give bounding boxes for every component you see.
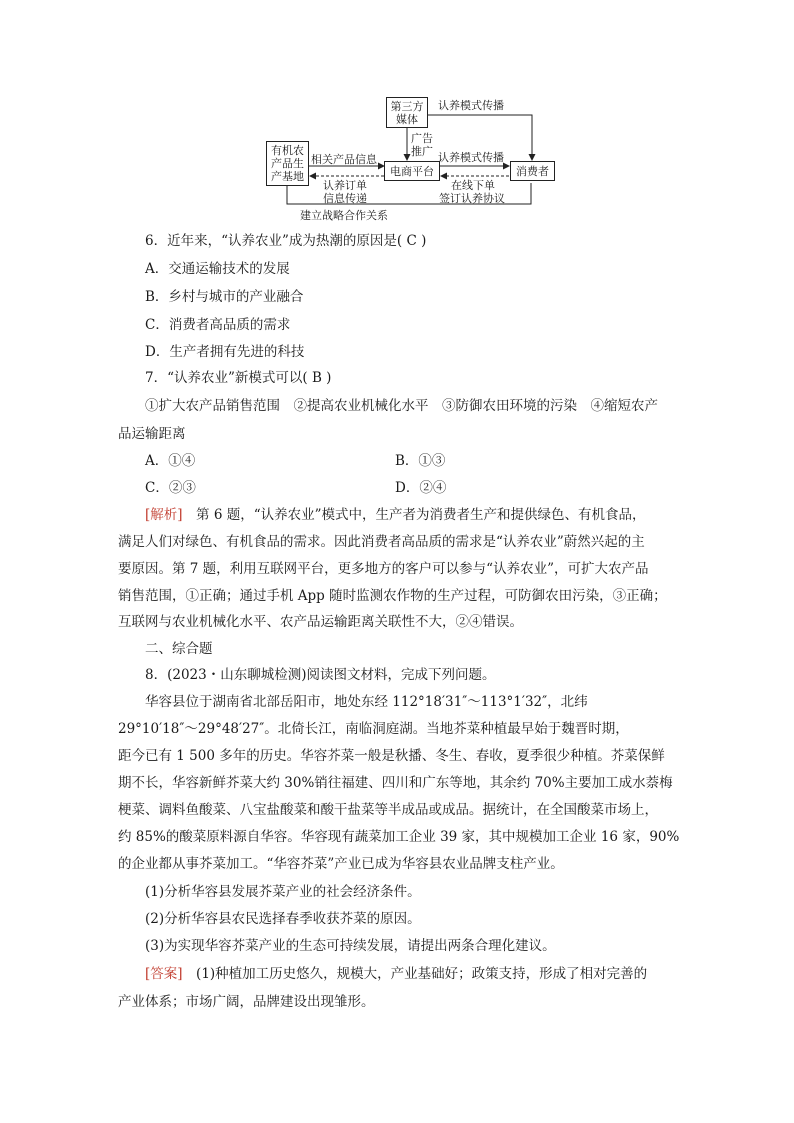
q8-para-line6: 约 85%的酸菜原料源自华容。华容现有蔬菜加工企业 39 家，其中规模加工企业 16 家，90% bbox=[118, 829, 680, 845]
q8-sub3: (3)为实现华容芥菜产业的生态可持续发展，请提出两条合理化建议。 bbox=[145, 938, 556, 954]
q8-sub2: (2)分析华容县农民选择春季收获芥菜的原因。 bbox=[145, 911, 421, 927]
label-online-order: 在线下单 bbox=[451, 179, 495, 192]
q6-option-c: C．消费者高品质的需求 bbox=[145, 317, 291, 333]
q6-option-b: B．乡村与城市的产业融合 bbox=[145, 289, 304, 305]
q8-para-line4: 期不长，华容新鲜芥菜大约 30%销往福建、四川和广东等地，其余约 70%主要加工成水萘梅 bbox=[118, 775, 673, 791]
box-production-base: 有机农产品生产基地 bbox=[266, 141, 309, 186]
analysis-line5: 互联网与农业机械化水平、农产品运输距离关联性不大，②④错误。 bbox=[118, 614, 523, 630]
analysis-tag: [解析] bbox=[145, 507, 183, 523]
q8-para-line7: 的企业都从事芥菜加工。“华容芥菜”产业已成为华容县农业品牌支柱产业。 bbox=[118, 856, 564, 872]
flow-diagram bbox=[0, 0, 794, 230]
box-ecommerce-platform: 电商平台 bbox=[384, 161, 440, 181]
q7-option-a: A．①④ bbox=[145, 453, 196, 469]
q8-sub1: (1)分析华容县发展芥菜产业的社会经济条件。 bbox=[145, 884, 421, 900]
q8-para-line2: 29°10′18″～29°48′27″。北倚长江，南临洞庭湖。当地芥菜种植最早始于魏晋时期， bbox=[118, 721, 629, 737]
q6-option-d: D．生产者拥有先进的科技 bbox=[145, 344, 305, 360]
answer-line1 bbox=[145, 965, 647, 983]
q6-stem: 6．近年来，“认养农业”成为热潮的原因是( C ) bbox=[145, 233, 427, 249]
answer-tag: [答案] bbox=[145, 966, 183, 982]
q7-items-line2: 品运输距离 bbox=[118, 426, 186, 442]
analysis-line3: 要原因。第 7 题，利用互联网平台，更多地方的客户可以参与“认养农业”，可扩大农产品 bbox=[118, 561, 649, 577]
box-third-party-media: 第三方媒体 bbox=[386, 97, 428, 128]
label-product-info: 相关产品信息 bbox=[311, 153, 377, 166]
label-strategic-partnership: 建立战略合作关系 bbox=[300, 209, 388, 222]
answer-line2: 产业体系；市场广阔，品牌建设出现雏形。 bbox=[118, 994, 375, 1010]
label-spread-mid: 认养模式传播 bbox=[438, 151, 504, 164]
label-spread-top: 认养模式传播 bbox=[438, 99, 504, 112]
section-heading: 二、综合题 bbox=[145, 641, 213, 657]
answer-text1: (1)种植加工历史悠久，规模大，产业基础好；政策支持，形成了相对完善的 bbox=[182, 966, 648, 982]
q7-option-b: B．①③ bbox=[395, 453, 446, 469]
label-sign-agreement: 签订认养协议 bbox=[439, 192, 505, 205]
q7-items-line1: ①扩大农产品销售范围 ②提高农业机械化水平 ③防御农田环境的污染 ④缩短农产 bbox=[145, 398, 658, 414]
box-consumer: 消费者 bbox=[510, 161, 555, 181]
analysis-line4: 销售范围，①正确；通过手机 App 随时监测农作物的生产过程，可防御农田污染，③正确； bbox=[118, 588, 667, 604]
label-ad-promotion: 广告推广 bbox=[411, 132, 433, 158]
q8-para-line1: 华容县位于湖南省北部岳阳市，地处东经 112°18′31″～113°1′32″，北纬 bbox=[145, 694, 588, 710]
q8-para-line5: 梗菜、调料鱼酸菜、八宝盐酸菜和酸干盐菜等半成品或成品。据统计，在全国酸菜市场上， bbox=[118, 802, 658, 818]
analysis-line1 bbox=[145, 506, 646, 524]
q7-option-d: D．②④ bbox=[395, 480, 447, 496]
analysis-text1: 第 6 题，“认养农业”模式中，生产者为消费者生产和提供绿色、有机食品， bbox=[182, 507, 646, 523]
label-info-transfer: 信息传递 bbox=[323, 192, 367, 205]
analysis-line2: 满足人们对绿色、有机食品的需求。因此消费者高品质的需求是“认养农业”蔚然兴起的主 bbox=[118, 534, 645, 550]
q7-option-c: C．②③ bbox=[145, 480, 196, 496]
q7-stem: 7．“认养农业”新模式可以( B ) bbox=[145, 370, 332, 386]
label-order: 认养订单 bbox=[323, 179, 367, 192]
q6-option-a: A．交通运输技术的发展 bbox=[145, 261, 290, 277]
q8-para-line3: 距今已有 1 500 多年的历史。华容芥菜一般是秋播、冬生、春收，夏季很少种植。芥菜保鲜 bbox=[118, 748, 665, 764]
q8-stem: 8．(2023・山东聊城检测)阅读图文材料，完成下列问题。 bbox=[145, 667, 496, 683]
